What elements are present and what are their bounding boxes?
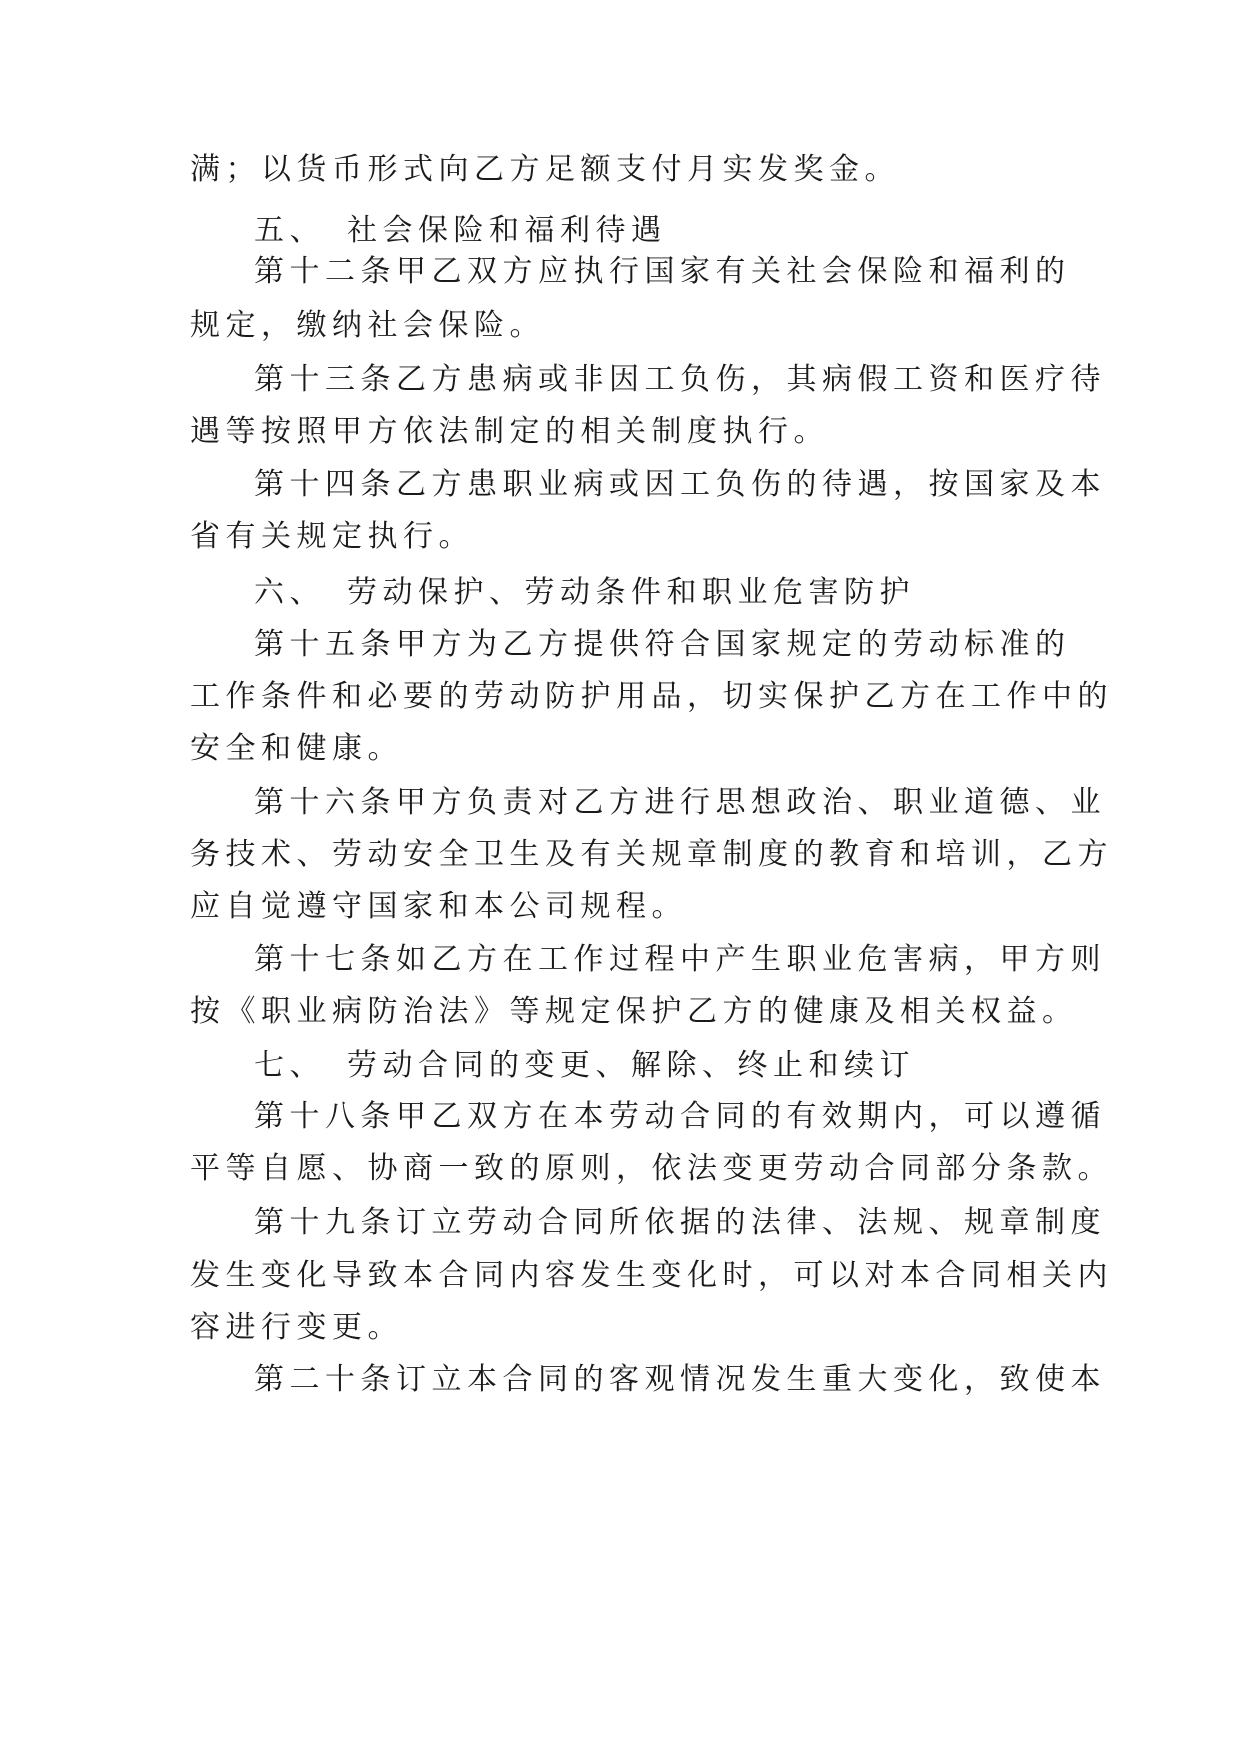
text-line: 第十三条乙方患病或非因工负伤，其病假工资和医疗待 bbox=[254, 362, 1106, 397]
text-line: 第二十条订立本合同的客观情况发生重大变化，致使本 bbox=[254, 1362, 1106, 1397]
text-line: 第十四条乙方患职业病或因工负伤的待遇，按国家及本 bbox=[254, 467, 1106, 502]
text-line: 第十七条如乙方在工作过程中产生职业危害病，甲方则 bbox=[254, 942, 1106, 977]
text-line: 第十八条甲乙双方在本劳动合同的有效期内，可以遵循 bbox=[254, 1099, 1106, 1134]
text-line: 容进行变更。 bbox=[190, 1310, 403, 1345]
text-line: 工作条件和必要的劳动防护用品，切实保护乙方在工作中的 bbox=[190, 679, 1113, 714]
text-line: 安全和健康。 bbox=[190, 731, 403, 766]
text-line: 应自觉遵守国家和本公司规程。 bbox=[190, 889, 687, 924]
text-line: 省有关规定执行。 bbox=[190, 519, 474, 554]
section-title: 社会保险和福利待遇 bbox=[347, 213, 667, 248]
section-title: 劳动合同的变更、解除、终止和续订 bbox=[347, 1048, 915, 1083]
section-number: 五、 bbox=[254, 213, 325, 248]
text-line: 第十二条甲乙双方应执行国家有关社会保险和福利的 bbox=[254, 254, 1071, 289]
text-line: 第十九条订立劳动合同所依据的法律、法规、规章制度 bbox=[254, 1205, 1106, 1240]
text-line: 务技术、劳动安全卫生及有关规章制度的教育和培训，乙方 bbox=[190, 837, 1113, 872]
text-line: 满；以货币形式向乙方足额支付月实发奖金。 bbox=[190, 152, 900, 187]
section-number: 六、 bbox=[254, 575, 325, 610]
section-number: 七、 bbox=[254, 1048, 325, 1083]
text-line: 规定，缴纳社会保险。 bbox=[190, 308, 545, 343]
text-line: 发生变化导致本合同内容发生变化时，可以对本合同相关内 bbox=[190, 1258, 1113, 1293]
text-line: 遇等按照甲方依法制定的相关制度执行。 bbox=[190, 414, 829, 449]
text-line: 第十六条甲方负责对乙方进行思想政治、职业道德、业 bbox=[254, 785, 1106, 820]
section-heading-7 bbox=[254, 1046, 915, 1086]
section-heading-5 bbox=[254, 211, 667, 251]
section-heading-6 bbox=[254, 573, 915, 613]
text-line: 第十五条甲方为乙方提供符合国家规定的劳动标准的 bbox=[254, 627, 1071, 662]
section-title: 劳动保护、劳动条件和职业危害防护 bbox=[347, 575, 915, 610]
text-line: 平等自愿、协商一致的原则，依法变更劳动合同部分条款。 bbox=[190, 1151, 1113, 1186]
text-line: 按《职业病防治法》等规定保护乙方的健康及相关权益。 bbox=[190, 994, 1078, 1029]
